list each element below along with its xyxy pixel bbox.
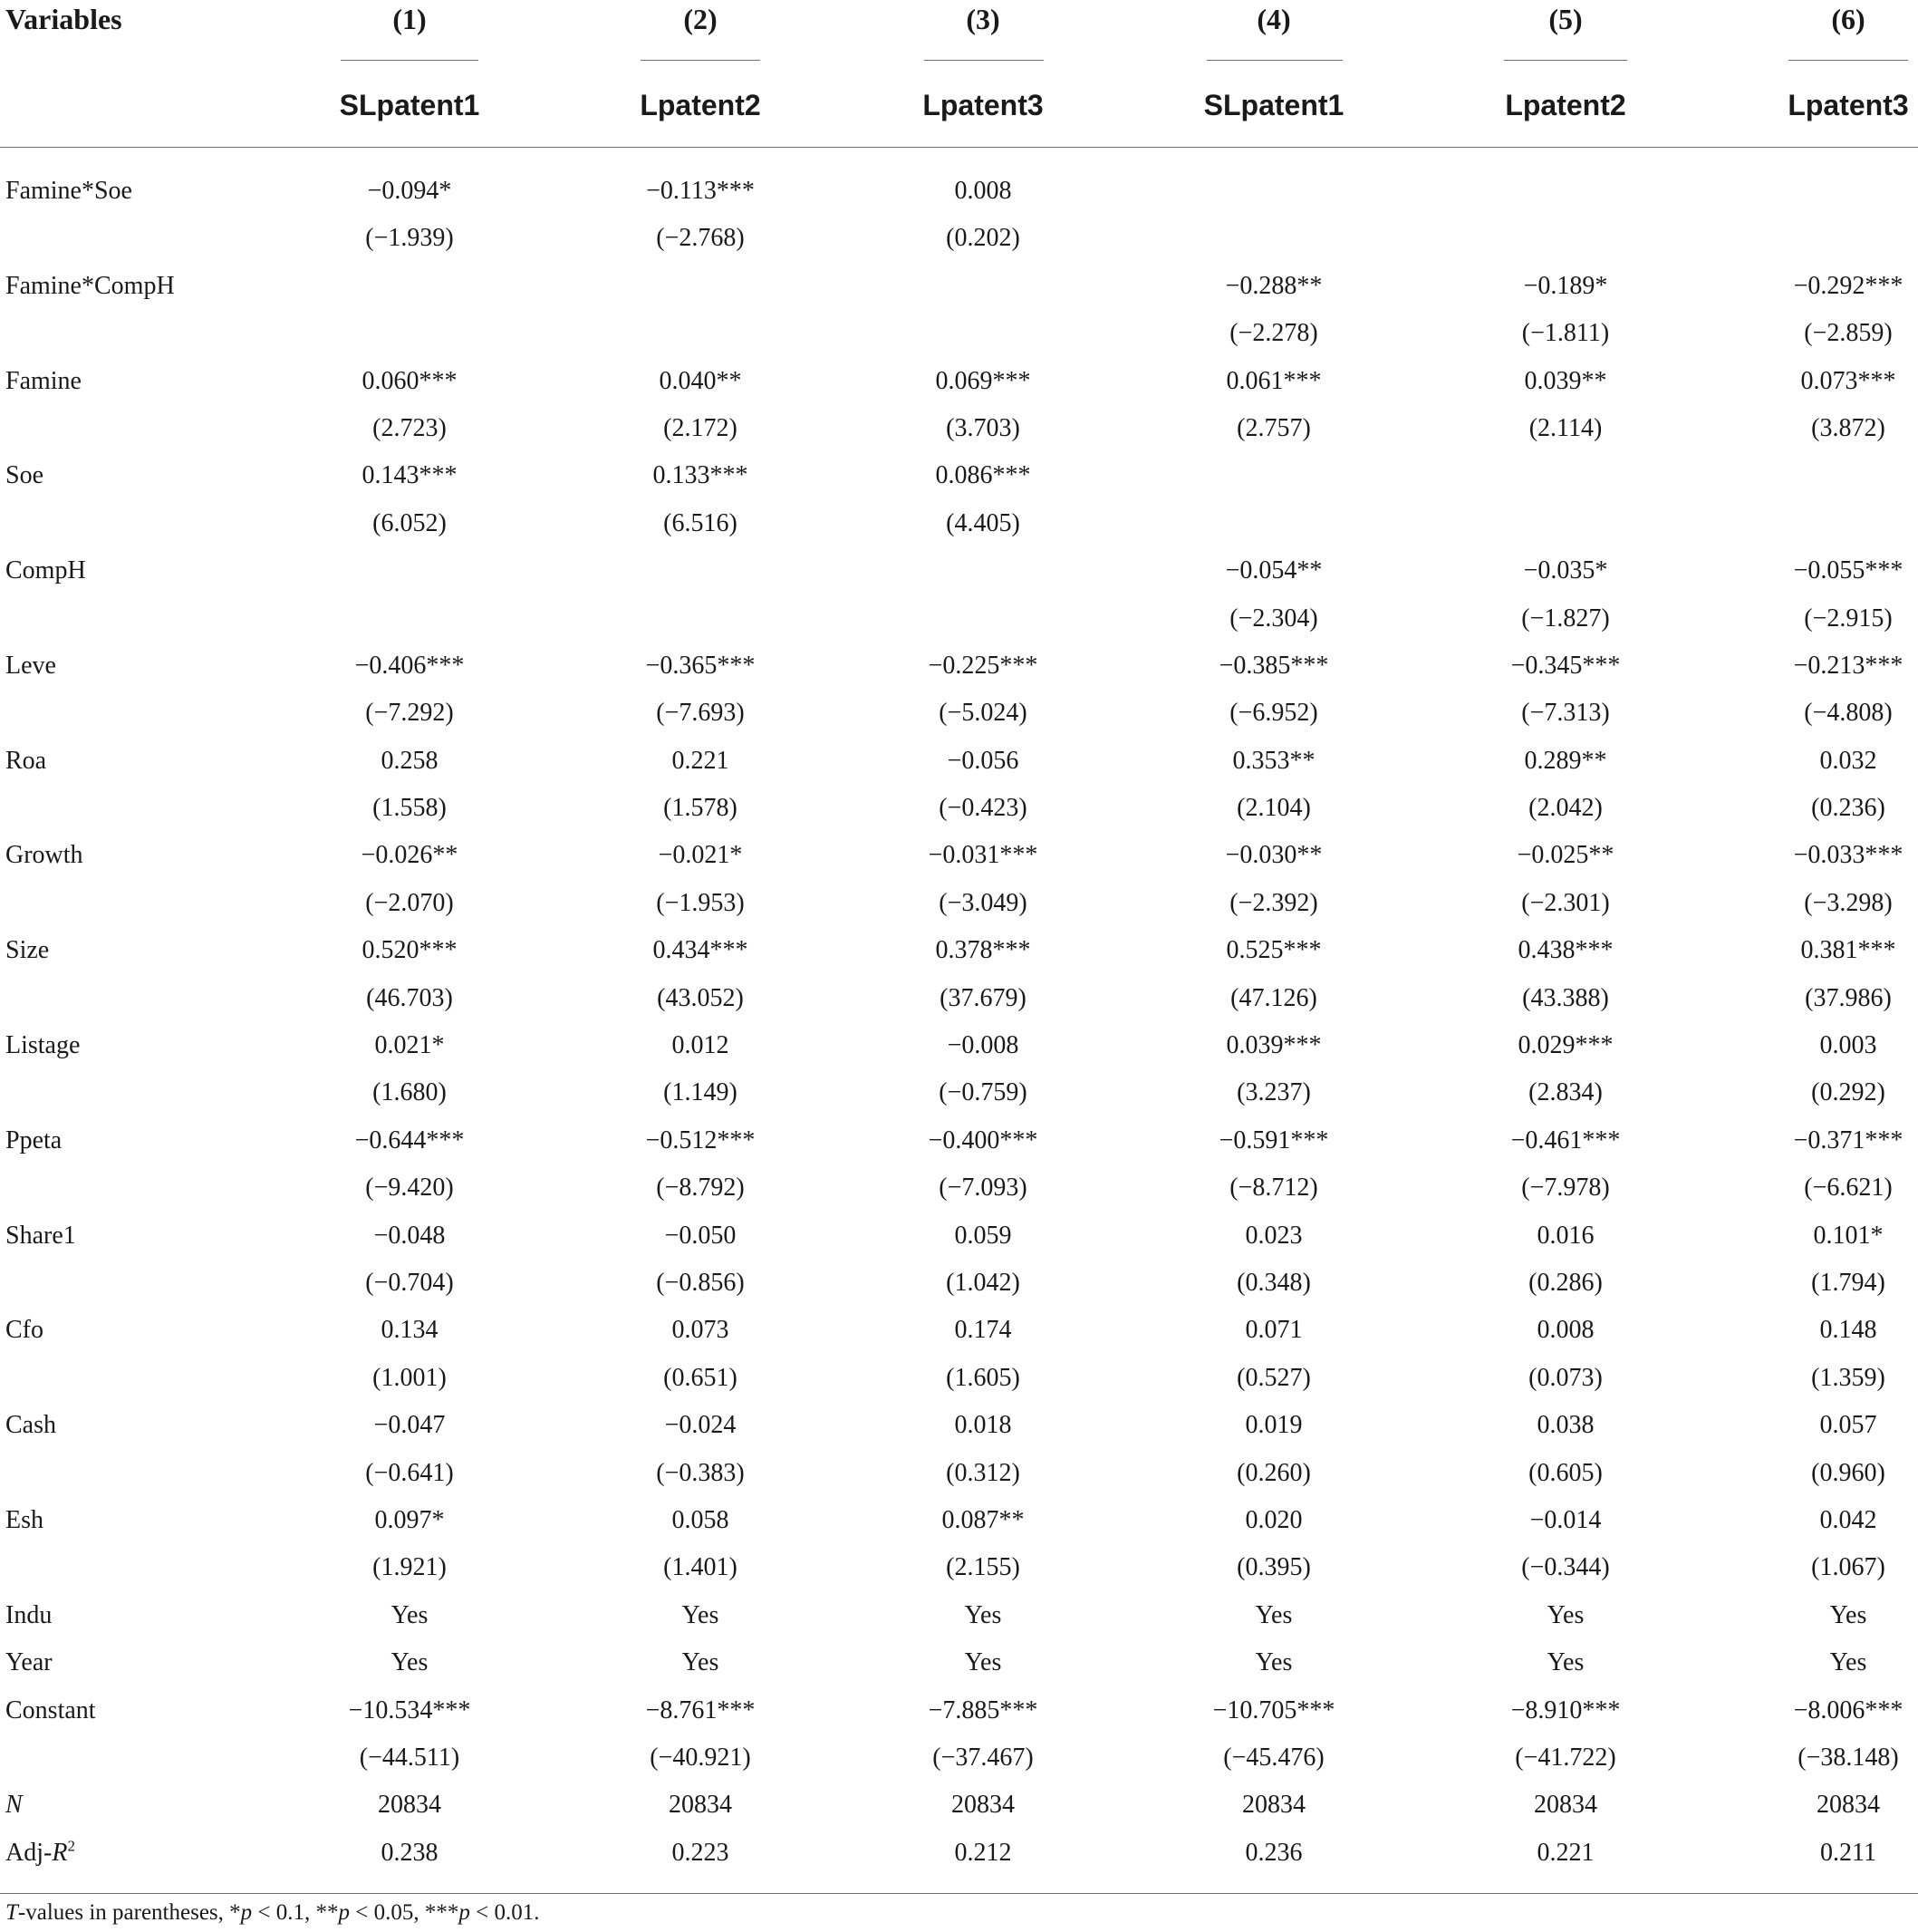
- variables-header: Variables: [5, 3, 122, 35]
- coef-row: [0, 927, 1918, 974]
- table-cell: [1730, 215, 1918, 262]
- table-cell: (6.516): [663, 508, 737, 537]
- coef-row: [0, 263, 1918, 310]
- table-cell: (2.723): [372, 413, 447, 442]
- table-cell: 0.039**: [1524, 366, 1607, 395]
- table-cell: (−40.921): [650, 1743, 751, 1772]
- table-cell: 20834: [378, 1791, 441, 1820]
- table-cell: [1156, 168, 1392, 215]
- row-label: Year: [5, 1648, 53, 1677]
- table-cell: (6.052): [372, 508, 447, 537]
- table-cell: −0.055***: [1793, 556, 1904, 585]
- table-cell: −0.030**: [1225, 841, 1323, 870]
- table-cell: 0.071: [1245, 1316, 1303, 1345]
- table-cell: 0.223: [671, 1838, 729, 1867]
- table-cell: [1156, 500, 1392, 547]
- tvalue-row: [0, 595, 1918, 642]
- table-cell: (37.986): [1805, 983, 1892, 1012]
- coef-row: [0, 1022, 1918, 1069]
- table-cell: (−6.621): [1804, 1174, 1893, 1203]
- table-cell: 0.212: [954, 1838, 1012, 1867]
- table-cell: −0.047: [373, 1411, 446, 1440]
- table-cell: 0.019: [1245, 1411, 1303, 1440]
- table-cell: 0.101*: [1813, 1221, 1884, 1250]
- table-cell: 0.434***: [652, 936, 748, 965]
- tvalue-row: [0, 405, 1918, 452]
- table-cell: (−0.641): [365, 1458, 454, 1487]
- fixed-effect-row: [0, 1639, 1918, 1686]
- table-cell: (1.605): [946, 1363, 1020, 1392]
- table-cell: (−5.024): [939, 699, 1027, 728]
- tvalue-row: [0, 500, 1918, 547]
- table-cell: 0.059: [954, 1221, 1012, 1250]
- row-label: Leve: [5, 651, 56, 680]
- table-cell: −0.512***: [645, 1125, 756, 1154]
- table-cell: 0.016: [1537, 1221, 1595, 1250]
- table-cell: (−2.304): [1229, 604, 1318, 633]
- table-cell: (−6.952): [1229, 699, 1318, 728]
- table-cell: 0.221: [671, 746, 729, 775]
- coef-row: [0, 832, 1918, 879]
- table-cell: −8.761***: [645, 1695, 756, 1724]
- table-cell: (−3.298): [1804, 888, 1893, 917]
- row-label: Famine*CompH: [5, 271, 175, 300]
- table-cell: (−2.278): [1229, 319, 1318, 348]
- table-cell: −0.213***: [1793, 651, 1904, 680]
- table-cell: −0.033***: [1793, 841, 1904, 870]
- table-cell: −0.292***: [1793, 271, 1904, 300]
- table-cell: −8.006***: [1793, 1695, 1904, 1724]
- table-cell: (−4.808): [1804, 699, 1893, 728]
- table-cell: −0.025**: [1517, 841, 1614, 870]
- coef-row: [0, 452, 1918, 499]
- coef-row: [0, 1117, 1918, 1164]
- table-cell: 0.086***: [935, 461, 1031, 490]
- table-cell: 0.520***: [361, 936, 458, 965]
- table-cell: (3.872): [1811, 413, 1885, 442]
- table-cell: (0.348): [1237, 1268, 1311, 1297]
- table-cell: Yes: [964, 1600, 1002, 1629]
- table-cell: (0.312): [946, 1458, 1020, 1487]
- table-cell: (−7.978): [1521, 1174, 1610, 1203]
- table-cell: Yes: [681, 1600, 719, 1629]
- table-cell: [865, 595, 1101, 642]
- table-cell: −0.113***: [646, 177, 755, 205]
- table-cell: 0.174: [954, 1316, 1012, 1345]
- table-cell: 0.143***: [361, 461, 458, 490]
- dependent-variable: Lpatent3: [1788, 89, 1909, 121]
- table-cell: 0.020: [1245, 1505, 1303, 1534]
- table-cell: −7.885***: [928, 1695, 1038, 1724]
- table-cell: (1.921): [372, 1553, 447, 1582]
- constant-row: [0, 1687, 1918, 1734]
- row-label: Ppeta: [5, 1125, 63, 1154]
- constant-tvalue-row: [0, 1734, 1918, 1782]
- table-cell: [583, 310, 818, 357]
- table-footnote: T-values in parentheses, *p < 0.1, **p < 0.05, ***p < 0.01.: [5, 1900, 540, 1926]
- table-cell: (2.757): [1237, 413, 1311, 442]
- table-cell: (−2.301): [1521, 888, 1610, 917]
- table-cell: 0.097*: [374, 1505, 445, 1534]
- table-cell: Yes: [1255, 1648, 1293, 1677]
- tvalue-row: [0, 975, 1918, 1022]
- table-cell: −0.225***: [928, 651, 1038, 680]
- table-cell: 20834: [669, 1791, 732, 1820]
- tvalue-row: [0, 1069, 1918, 1116]
- table-cell: 0.133***: [652, 461, 748, 490]
- coef-row: [0, 1402, 1918, 1449]
- table-cell: 0.039***: [1226, 1031, 1322, 1060]
- table-cell: 0.069***: [935, 366, 1031, 395]
- table-cell: 0.073: [671, 1316, 729, 1345]
- table-cell: (−45.476): [1223, 1743, 1325, 1772]
- table-cell: −0.591***: [1219, 1125, 1329, 1154]
- coef-row: [0, 1497, 1918, 1544]
- table-cell: (0.960): [1811, 1458, 1885, 1487]
- table-cell: −0.288**: [1225, 271, 1323, 300]
- table-cell: Yes: [1255, 1600, 1293, 1629]
- row-label: Share1: [5, 1221, 76, 1250]
- table-cell: 0.023: [1245, 1221, 1303, 1250]
- table-cell: 0.236: [1245, 1838, 1303, 1867]
- table-cell: 0.148: [1819, 1316, 1877, 1345]
- tvalue-row: [0, 1164, 1918, 1212]
- row-label: Esh: [5, 1505, 43, 1534]
- table-cell: (−7.313): [1521, 699, 1610, 728]
- table-cell: (0.395): [1237, 1553, 1311, 1582]
- table-cell: −0.026**: [361, 841, 458, 870]
- table-cell: 0.378***: [935, 936, 1031, 965]
- table-cell: −0.050: [664, 1221, 737, 1250]
- table-cell: Yes: [390, 1648, 429, 1677]
- table-cell: 0.134: [381, 1316, 439, 1345]
- table-cell: −0.644***: [354, 1125, 465, 1154]
- row-label: N: [5, 1791, 23, 1820]
- dependent-variable: SLpatent1: [339, 89, 480, 121]
- table-cell: 0.087**: [941, 1505, 1025, 1534]
- table-cell: 0.058: [671, 1505, 729, 1534]
- table-cell: [1156, 215, 1392, 262]
- table-cell: (−0.423): [939, 794, 1027, 823]
- table-cell: (1.001): [372, 1363, 447, 1392]
- table-cell: 0.353**: [1232, 746, 1316, 775]
- table-cell: [583, 547, 818, 594]
- table-cell: (−1.827): [1521, 604, 1610, 633]
- model-underline: [341, 60, 478, 61]
- table-cell: Yes: [1547, 1600, 1585, 1629]
- tvalue-row: [0, 785, 1918, 832]
- table-cell: [1448, 168, 1683, 215]
- table-cell: −0.189*: [1523, 271, 1608, 300]
- dependent-variable-header: [0, 63, 1918, 147]
- table-cell: [1156, 452, 1392, 499]
- table-cell: (−0.383): [656, 1458, 745, 1487]
- model-underline-row: [0, 42, 1918, 63]
- table-cell: Yes: [964, 1648, 1002, 1677]
- table-cell: 0.073***: [1800, 366, 1896, 395]
- tvalue-row: [0, 690, 1918, 737]
- table-cell: 0.258: [381, 746, 439, 775]
- model-underline: [1788, 60, 1908, 61]
- table-cell: (1.067): [1811, 1553, 1885, 1582]
- row-label: Roa: [5, 746, 47, 775]
- model-number: (6): [1831, 3, 1865, 35]
- table-cell: [1730, 500, 1918, 547]
- table-cell: (−2.070): [365, 888, 454, 917]
- row-label: Growth: [5, 841, 83, 870]
- table-cell: [292, 547, 527, 594]
- table-cell: (−8.792): [656, 1174, 745, 1203]
- coef-row: [0, 738, 1918, 785]
- table-cell: −0.014: [1529, 1505, 1602, 1534]
- table-cell: (43.388): [1522, 983, 1609, 1012]
- table-cell: (0.286): [1528, 1268, 1603, 1297]
- table-cell: 0.525***: [1226, 936, 1322, 965]
- model-number: (5): [1548, 3, 1583, 35]
- table-cell: (1.558): [372, 794, 447, 823]
- row-label: Famine*Soe: [5, 177, 132, 205]
- table-cell: (0.527): [1237, 1363, 1311, 1392]
- table-cell: Yes: [1829, 1648, 1867, 1677]
- table-cell: 0.061***: [1226, 366, 1322, 395]
- table-cell: [865, 263, 1101, 310]
- model-underline: [924, 60, 1044, 61]
- table-cell: (46.703): [366, 983, 453, 1012]
- table-cell: Yes: [390, 1600, 429, 1629]
- table-cell: (2.834): [1528, 1078, 1603, 1107]
- table-cell: (−37.467): [932, 1743, 1034, 1772]
- row-label: CompH: [5, 556, 86, 585]
- model-number: (3): [966, 3, 1000, 35]
- table-cell: (2.042): [1528, 794, 1603, 823]
- table-cell: (1.359): [1811, 1363, 1885, 1392]
- row-label: Cash: [5, 1411, 56, 1440]
- coef-row: [0, 358, 1918, 405]
- table-cell: (3.703): [946, 413, 1020, 442]
- table-cell: (−0.704): [365, 1268, 454, 1297]
- table-cell: (2.172): [663, 413, 737, 442]
- row-label: Famine: [5, 366, 82, 395]
- row-label: Listage: [5, 1031, 81, 1060]
- tvalue-row: [0, 1544, 1918, 1591]
- table-cell: (−2.392): [1229, 888, 1318, 917]
- table-cell: [1730, 168, 1918, 215]
- table-cell: (2.155): [946, 1553, 1020, 1582]
- table-cell: (0.202): [946, 224, 1020, 253]
- fixed-effect-row: [0, 1592, 1918, 1639]
- table-cell: (4.405): [946, 508, 1020, 537]
- table-cell: (0.073): [1528, 1363, 1603, 1392]
- table-cell: 0.012: [671, 1031, 729, 1060]
- table-cell: [583, 263, 818, 310]
- table-cell: (37.679): [940, 983, 1026, 1012]
- table-cell: 0.018: [954, 1411, 1012, 1440]
- table-cell: −0.461***: [1510, 1125, 1621, 1154]
- table-cell: (−3.049): [939, 888, 1027, 917]
- table-cell: (−0.759): [939, 1078, 1027, 1107]
- table-cell: (−2.768): [656, 224, 745, 253]
- table-cell: [583, 595, 818, 642]
- row-label: Constant: [5, 1695, 96, 1724]
- tvalue-row: [0, 310, 1918, 357]
- table-cell: [1730, 452, 1918, 499]
- table-cell: −10.534***: [348, 1695, 471, 1724]
- table-cell: −8.910***: [1510, 1695, 1621, 1724]
- table-cell: Yes: [1547, 1648, 1585, 1677]
- table-cell: −0.371***: [1793, 1125, 1904, 1154]
- row-label: Adj-$R^2$: [5, 1837, 75, 1867]
- table-cell: (−0.344): [1521, 1553, 1610, 1582]
- table-cell: (−1.811): [1521, 319, 1610, 348]
- table-cell: 0.438***: [1518, 936, 1614, 965]
- table-cell: 0.042: [1819, 1505, 1877, 1534]
- table-cell: (−7.093): [939, 1174, 1027, 1203]
- table-cell: 0.038: [1537, 1411, 1595, 1440]
- table-cell: Yes: [1829, 1600, 1867, 1629]
- table-cell: 20834: [1534, 1791, 1597, 1820]
- table-cell: (1.149): [663, 1078, 737, 1107]
- coef-row: [0, 1212, 1918, 1260]
- dependent-variable: Lpatent2: [1505, 89, 1626, 121]
- table-cell: [1448, 452, 1683, 499]
- table-cell: (−9.420): [365, 1174, 454, 1203]
- table-cell: −0.048: [373, 1221, 446, 1250]
- dependent-variable: SLpatent1: [1203, 89, 1345, 121]
- table-cell: −0.035*: [1523, 556, 1608, 585]
- table-cell: 0.029***: [1518, 1031, 1614, 1060]
- tvalue-row: [0, 215, 1918, 262]
- row-label: Soe: [5, 461, 43, 490]
- model-number-header: [0, 0, 1918, 42]
- table-cell: (0.605): [1528, 1458, 1603, 1487]
- adj-r2-row: [0, 1830, 1918, 1877]
- table-cell: −0.345***: [1510, 651, 1621, 680]
- table-cell: (1.042): [946, 1268, 1020, 1297]
- coef-row: [0, 547, 1918, 594]
- table-cell: −0.406***: [354, 651, 465, 680]
- table-cell: (0.236): [1811, 794, 1885, 823]
- table-body: [0, 168, 1918, 1877]
- table-cell: (−44.511): [359, 1743, 460, 1772]
- table-cell: [292, 595, 527, 642]
- table-cell: −0.054**: [1225, 556, 1323, 585]
- table-cell: 0.040**: [659, 366, 742, 395]
- table-cell: (2.114): [1528, 413, 1603, 442]
- table-cell: (−2.915): [1804, 604, 1893, 633]
- table-cell: −0.008: [947, 1031, 1019, 1060]
- table-cell: (−2.859): [1804, 319, 1893, 348]
- row-label: Cfo: [5, 1316, 43, 1345]
- tvalue-row: [0, 1355, 1918, 1402]
- tvalue-row: [0, 880, 1918, 927]
- table-cell: −0.021*: [658, 841, 743, 870]
- table-cell: (0.292): [1811, 1078, 1885, 1107]
- table-cell: 20834: [1817, 1791, 1880, 1820]
- table-cell: (2.104): [1237, 794, 1311, 823]
- table-cell: 0.008: [1537, 1316, 1595, 1345]
- table-cell: 0.021*: [374, 1031, 445, 1060]
- table-cell: (−8.712): [1229, 1174, 1318, 1203]
- table-cell: (−0.856): [656, 1268, 745, 1297]
- coef-row: [0, 642, 1918, 690]
- table-cell: Yes: [681, 1648, 719, 1677]
- table-cell: (1.680): [372, 1078, 447, 1107]
- table-cell: 0.057: [1819, 1411, 1877, 1440]
- table-cell: (−1.953): [656, 888, 745, 917]
- table-cell: (−41.722): [1515, 1743, 1616, 1772]
- table-cell: 0.238: [381, 1838, 439, 1867]
- table-cell: 0.211: [1820, 1838, 1876, 1867]
- table-cell: [292, 263, 527, 310]
- table-cell: 0.032: [1819, 746, 1877, 775]
- table-cell: (43.052): [657, 983, 744, 1012]
- table-cell: [865, 310, 1101, 357]
- table-cell: [1448, 215, 1683, 262]
- table-cell: (1.794): [1811, 1268, 1885, 1297]
- table-cell: (−38.148): [1798, 1743, 1899, 1772]
- table-cell: (0.260): [1237, 1458, 1311, 1487]
- table-cell: (3.237): [1237, 1078, 1311, 1107]
- row-label: Size: [5, 936, 50, 965]
- table-cell: −0.056: [947, 746, 1019, 775]
- table-cell: 0.289**: [1524, 746, 1607, 775]
- table-cell: −0.024: [664, 1411, 737, 1440]
- table-cell: [292, 310, 527, 357]
- table-cell: (−7.292): [365, 699, 454, 728]
- table-cell: (1.578): [663, 794, 737, 823]
- model-number: (4): [1257, 3, 1291, 35]
- table-cell: (1.401): [663, 1553, 737, 1582]
- dependent-variable: Lpatent3: [922, 89, 1044, 121]
- n-row: [0, 1782, 1918, 1829]
- table-cell: [865, 547, 1101, 594]
- model-underline: [1207, 60, 1343, 61]
- table-cell: −0.385***: [1219, 651, 1329, 680]
- coef-row: [0, 1307, 1918, 1354]
- table-cell: 0.008: [954, 177, 1012, 205]
- table-cell: (−7.693): [656, 699, 745, 728]
- table-cell: (0.651): [663, 1363, 737, 1392]
- table-cell: −0.094*: [367, 177, 452, 205]
- table-cell: −10.705***: [1212, 1695, 1335, 1724]
- table-cell: 20834: [951, 1791, 1015, 1820]
- table-cell: 0.003: [1819, 1031, 1877, 1060]
- coef-row: [0, 168, 1918, 215]
- table-cell: 20834: [1242, 1791, 1306, 1820]
- table-cell: [1448, 500, 1683, 547]
- table-cell: −0.400***: [928, 1125, 1038, 1154]
- table-cell: −0.031***: [928, 841, 1038, 870]
- tvalue-row: [0, 1450, 1918, 1497]
- tvalue-row: [0, 1260, 1918, 1307]
- table-cell: 0.221: [1537, 1838, 1595, 1867]
- table-cell: 0.060***: [361, 366, 458, 395]
- table-cell: 0.381***: [1800, 936, 1896, 965]
- table-cell: (−1.939): [365, 224, 454, 253]
- row-label: Indu: [5, 1600, 53, 1629]
- dependent-variable: Lpatent2: [640, 89, 761, 121]
- model-number: (2): [683, 3, 718, 35]
- table-cell: −0.365***: [645, 651, 756, 680]
- model-number: (1): [392, 3, 427, 35]
- model-underline: [1504, 60, 1627, 61]
- table-cell: (47.126): [1230, 983, 1317, 1012]
- model-underline: [641, 60, 760, 61]
